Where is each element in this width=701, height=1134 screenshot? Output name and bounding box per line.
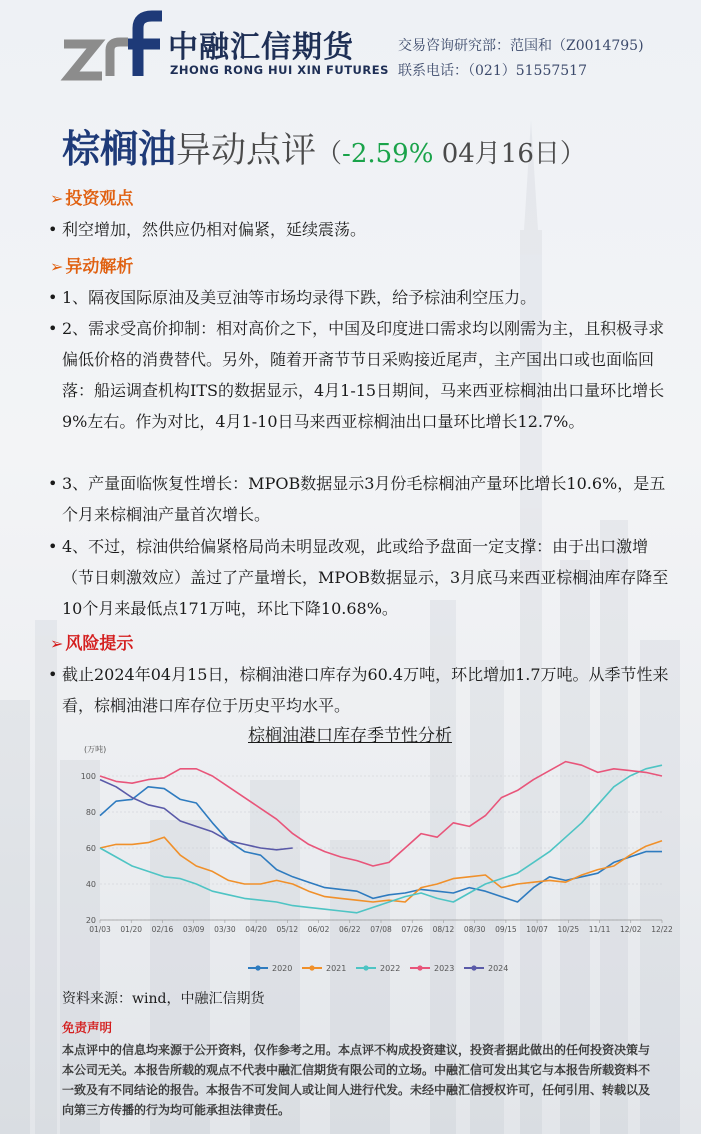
legend-label: 2023 [434,964,455,973]
x-tick-label: 08/12 [432,925,455,934]
seasonal-inventory-chart [70,740,673,982]
arrow-icon: ➢ [50,634,64,653]
x-tick-label: 06/02 [307,925,330,934]
legend-marker [363,965,368,970]
list-item [50,282,672,313]
x-tick-label: 05/12 [276,925,299,934]
x-tick-label: 08/30 [463,925,486,934]
series-line-2021 [100,837,662,902]
section-investment-view [50,184,133,209]
arrow-icon: ➢ [50,257,64,276]
x-tick-label: 10/07 [526,925,548,934]
legend-marker [255,965,260,970]
x-tick-label: 03/09 [182,925,205,934]
legend-label: 2020 [272,964,293,973]
legend-label: 2024 [488,964,509,973]
title-paren-close: ） [559,139,586,169]
chart-title: 棕榈油港口库存季节性分析 [248,726,452,746]
y-tick-label: 40 [85,880,96,889]
bullet-icon: • [48,537,58,556]
list-item [50,468,672,530]
x-tick-label: 06/22 [338,925,361,934]
list-item-text: 截止2024年04月15日，棕榈油港口库存为60.4万吨，环比增加1.7万吨。从季节性来看，棕榈油港口库存位于历史平均水平。 [62,665,669,715]
bullet-icon: • [48,319,58,338]
list-item-text: 3、产量面临恢复性增长：MPOB数据显示3月份毛棕榈油产量环比增长10.6%，是五个月来棕榈油产量首次增长。 [62,474,666,524]
x-tick-label: 11/11 [588,925,611,934]
list-item [50,214,672,245]
arrow-icon: ➢ [50,189,64,208]
x-tick-label: 07/26 [401,925,424,934]
legend-marker [471,965,476,970]
x-tick-label: 09/15 [495,925,517,934]
list-item-text: 1、隔夜国际原油及美豆油等市场均录得下跌，给予棕油利空压力。 [62,288,537,307]
section-title: 投资观点 [65,189,134,209]
series-line-2022 [100,765,662,913]
series-line-2023 [100,762,662,866]
title-paren-open: （ [316,139,343,169]
disclaimer-title: 免责声明 [62,1020,113,1035]
y-axis-unit-label: (万吨) [84,745,107,754]
y-tick-label: 20 [85,916,96,925]
company-logo-icon [62,14,164,80]
x-tick-label: 12/02 [619,925,642,934]
list-item-text: 4、不过，棕油供给偏紧格局尚未明显改观，此或给予盘面一定支撑：由于出口激增（节日刺激效应）盖过了产量增长，MPOB数据显示，3月底马来西亚棕榈油库存降至10个月来最低点171万吨，环比下降10.68%。 [62,537,669,618]
title-product: 棕榈油 [62,127,177,171]
y-tick-label: 60 [85,844,96,853]
x-tick-label: 01/03 [89,925,111,934]
x-tick-label: 10/25 [557,925,580,934]
y-tick-label: 80 [85,808,96,817]
x-tick-label: 07/08 [370,925,392,934]
contact-phone: 联系电话：（021）51557517 [398,63,587,79]
series-line-2024 [100,780,293,850]
title-price-change: -2.59% [342,139,434,169]
section-title: 风险提示 [65,634,134,654]
contact-department: 交易咨询研究部：范国和（Z0014795) [398,38,644,54]
list-item-text: 利空增加，然供应仍相对偏紧，延续震荡。 [62,220,367,239]
section-title: 异动解析 [65,257,134,277]
section-risk [50,629,133,654]
x-tick-label: 03/30 [214,925,236,934]
bullet-icon: • [48,288,58,307]
legend-marker [417,965,422,970]
title-type: 异动点评 [176,131,317,171]
title-date: 04月16日 [433,139,560,169]
series-line-2020 [100,787,662,902]
list-item [50,313,672,437]
logo-english-name: ZHONG RONG HUI XIN FUTURES [170,63,389,77]
x-tick-label: 01/20 [120,925,143,934]
list-item [50,531,672,624]
section-analysis [50,252,133,277]
list-item-text: 2、需求受高价抑制：相对高价之下，中国及印度进口需求均以刚需为主，且积极寻求偏低价格的消费替代。另外，随着开斋节节日采购接近尾声，主产国出口或也面临回落：船运调查机构ITS的数据显示，4月1-15日期间，马来西亚棕榈油出口量环比增长9%左右。作为对比，4月1-10日马来西亚棕榈油出口量环比增长12.7%。 [62,319,665,431]
y-tick-label: 100 [80,772,96,781]
x-tick-label: 04/20 [245,925,267,934]
bullet-icon: • [48,474,58,493]
legend-marker [309,965,314,970]
legend-label: 2022 [380,964,401,973]
disclaimer-text: 本点评中的信息均来源于公开资料，仅作参考之用。本点评不构成投资建议，投资者据此做出的任何投资决策与本公司无关。本报告所载的观点不代表中融汇信期货有限公司的立场。中融汇信可发出其它与本报告所载资料不一致及有不同结论的报告。本报告不可发间人或让间人进行代发。未经中融汇信授权许可，任何引用、转载以及向第三方传播的行为均可能承担法律责任。 [62,1043,651,1117]
logo-chinese-name: 中融汇信期货 [168,30,354,65]
data-source: 资料来源：wind，中融汇信期货 [62,991,265,1007]
page-title [62,118,586,173]
x-tick-label: 12/22 [651,925,673,934]
list-item [50,659,672,721]
bullet-icon: • [48,220,58,239]
x-tick-label: 02/16 [151,925,174,934]
legend-label: 2021 [326,964,347,973]
bullet-icon: • [48,665,58,684]
